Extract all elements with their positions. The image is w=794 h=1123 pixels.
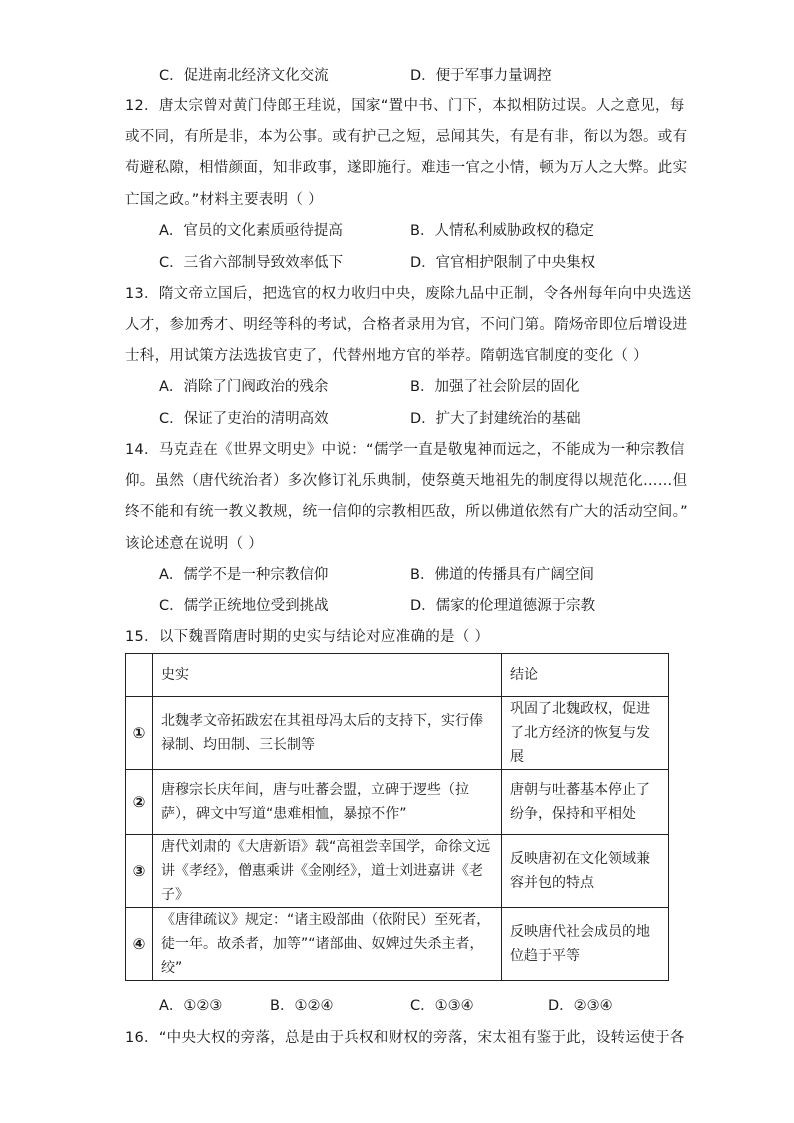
q15-facts-table [125, 653, 669, 981]
q12-stem-line-2: 或不同，有所是非，本为公事。或有护己之短，忌闻其失，有是有非，衔以为怨。或有 [125, 129, 688, 145]
row-number: ② [126, 770, 153, 835]
table-header-index [126, 654, 153, 697]
q16-stem-line-1: 16．“中央大权的旁落，总是由于兵权和财权的旁落，宋太祖有鉴于此，设转运使于各 [125, 1030, 685, 1046]
q14-option-c: C．儒学正统地位受到挑战 [159, 598, 329, 614]
q12-stem-line-1: 12．唐太宗曾对黄门侍郎王珪说，国家“置中书、门下，本拟相防过误。人之意见，每 [125, 98, 685, 114]
q13-option-d: D．扩大了封建统治的基础 [410, 411, 581, 427]
table-header-row [126, 654, 669, 697]
q13-stem-line-2: 人才，参加秀才、明经等科的考试，合格者录用为官，不问门第。隋炀帝即位后增设进 [125, 317, 688, 333]
q15-option-c: C．①③④ [410, 998, 474, 1014]
row-conclusion: 反映唐初在文化领域兼容并包的特点 [502, 835, 669, 908]
q13-stem-line-3: 士科，用试策方法选拔官吏了，代替州地方官的举荐。隋朝选官制度的变化（ ） [125, 348, 648, 364]
q14-option-a: A．儒学不是一种宗教信仰 [159, 567, 329, 583]
row-number: ① [126, 697, 153, 770]
q13-option-b: B．加强了社会阶层的固化 [410, 379, 580, 395]
row-conclusion: 巩固了北魏政权，促进了北方经济的恢复与发展 [502, 697, 669, 770]
q13-option-c: C．保证了吏治的清明高效 [159, 411, 329, 427]
q14-stem-line-3: 终不能和有统一教义教规，统一信仰的宗教相匹敌，所以佛道依然有广大的活动空间。” [125, 504, 688, 520]
q14-option-d: D．儒家的伦理道德源于宗教 [410, 598, 596, 614]
q11-option-c: C．促进南北经济文化交流 [159, 68, 329, 84]
table-row [126, 770, 669, 835]
row-fact: 唐穆宗长庆年间，唐与吐蕃会盟，立碑于逻些（拉萨），碑文中写道“患难相恤，暴掠不作” [153, 770, 502, 835]
q14-stem-line-1: 14．马克垚在《世界文明史》中说：“儒学一直是敬鬼神而远之，不能成为一种宗教信 [125, 442, 685, 458]
row-fact: 《唐律疏议》规定：“诸主殴部曲（依附民）至死者，徒一年。故杀者，加等”“诸部曲、奴婢过失杀主者，绞” [153, 908, 502, 981]
q12-option-c: C．三省六部制导致效率低下 [159, 255, 344, 271]
q12-option-b: B．人情私利威胁政权的稳定 [410, 223, 594, 239]
q15-option-b: B．①②④ [270, 998, 334, 1014]
q11-option-d: D．便于军事力量调控 [410, 68, 552, 84]
q12-stem-line-3: 苟避私隙，相惜颜面，知非政事，遂即施行。难违一官之小情，顿为万人之大弊。此实 [125, 160, 688, 176]
table-header-conclusion: 结论 [502, 654, 669, 697]
q14-stem-line-2: 仰。虽然（唐代统治者）多次修订礼乐典制，使祭奠天地祖先的制度得以规范化……但 [125, 473, 688, 489]
row-fact: 北魏孝文帝拓跋宏在其祖母冯太后的支持下，实行俸禄制、均田制、三长制等 [153, 697, 502, 770]
q12-option-a: A．官员的文化素质亟待提高 [159, 223, 343, 239]
q15-stem: 15．以下魏晋隋唐时期的史实与结论对应准确的是（ ） [125, 629, 490, 645]
row-number: ③ [126, 835, 153, 908]
row-number: ④ [126, 908, 153, 981]
q15-option-d: D．②③④ [548, 998, 613, 1014]
row-fact: 唐代刘肃的《大唐新语》载“高祖尝幸国学，命徐文远讲《孝经》，僧惠乘讲《金刚经》，道士刘进嘉讲《老子》 [153, 835, 502, 908]
q13-stem-line-1: 13．隋文帝立国后，把选官的权力收归中央，废除九品中正制，令各州每年向中央选送 [125, 286, 692, 302]
table-row [126, 908, 669, 981]
row-conclusion: 反映唐代社会成员的地位趋于平等 [502, 908, 669, 981]
q12-option-d: D．官官相护限制了中央集权 [410, 255, 596, 271]
table-row [126, 835, 669, 908]
q14-option-b: B．佛道的传播具有广阔空间 [410, 567, 594, 583]
table-header-fact: 史实 [153, 654, 502, 697]
q12-stem-line-4: 亡国之政。”材料主要表明（ ） [125, 192, 323, 208]
table-row [126, 697, 669, 770]
q15-option-a: A．①②③ [159, 998, 223, 1014]
q14-stem-line-4: 该论述意在说明（ ） [125, 536, 264, 552]
row-conclusion: 唐朝与吐蕃基本停止了纷争，保持和平相处 [502, 770, 669, 835]
q13-option-a: A．消除了门阀政治的残余 [159, 379, 329, 395]
